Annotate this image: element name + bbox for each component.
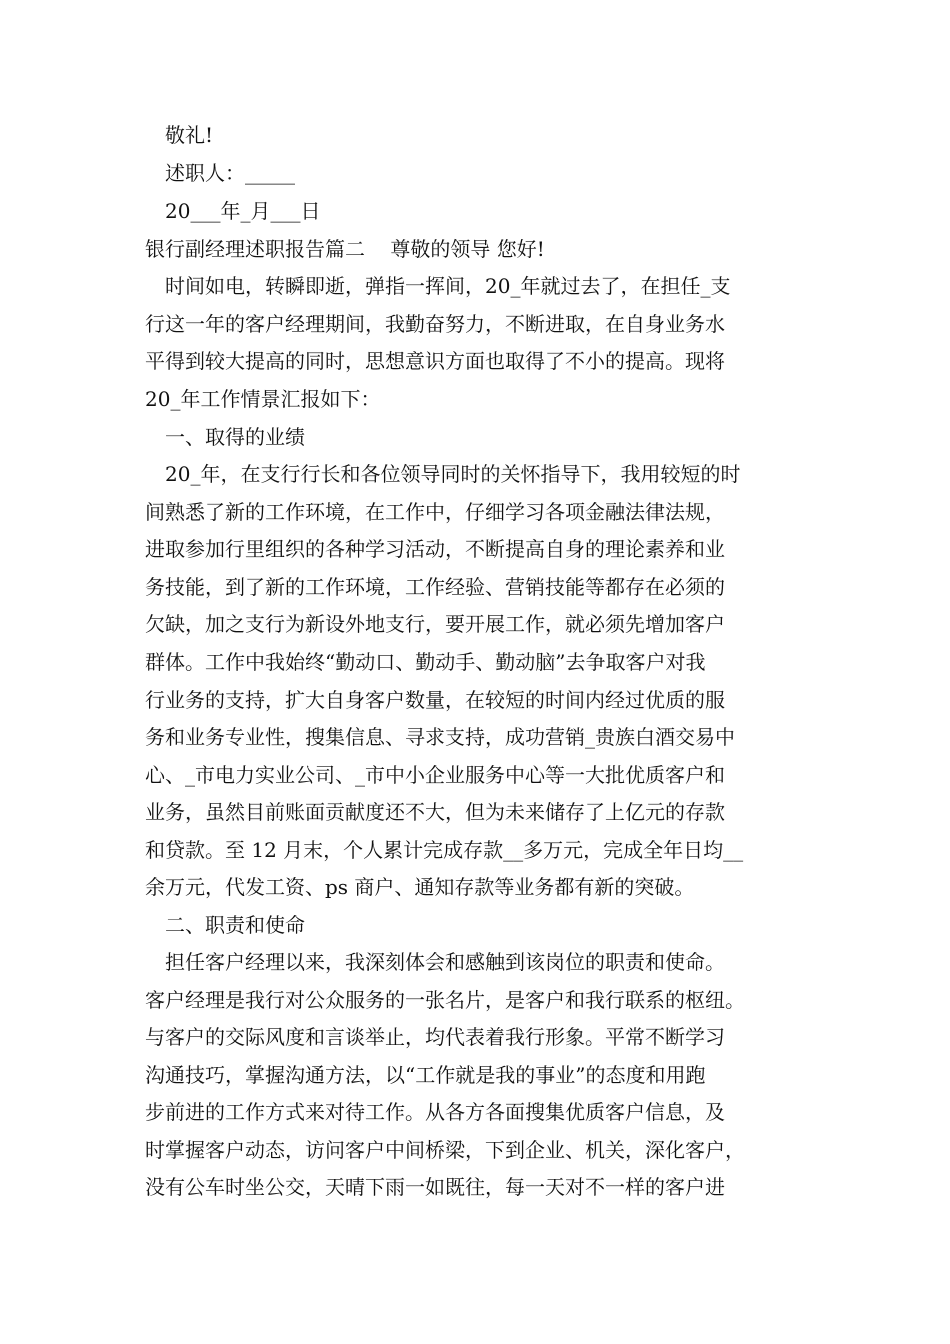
paragraph-line: 担任客户经理以来，我深刻体会和感触到该岗位的职责和使命。	[165, 950, 725, 974]
paragraph-line: 务和业务专业性，搜集信息、寻求支持，成功营销_贵族白酒交易中	[145, 725, 735, 749]
heading-achievements: 一、取得的业绩	[165, 425, 305, 449]
paragraph-line: 时掌握客户动态，访问客户中间桥梁，下到企业、机关，深化客户，	[145, 1138, 745, 1162]
paragraph-line: 心、_市电力实业公司、_市中小企业服务中心等一大批优质客户和	[145, 763, 725, 787]
paragraph-line: 时间如电，转瞬即逝，弹指一挥间，20_年就过去了，在担任_支	[165, 274, 731, 298]
paragraph-line: 客户经理是我行对公众服务的一张名片，是客户和我行联系的枢纽。	[145, 988, 745, 1012]
paragraph-line: 沟通技巧，掌握沟通方法，以“工作就是我的事业”的态度和用跑	[145, 1063, 706, 1087]
paragraph-line: 余万元，代发工资、ps 商户、通知存款等业务都有新的突破。	[145, 875, 695, 899]
paragraph-line: 欠缺，加之支行为新设外地支行，要开展工作，就必须先增加客户	[145, 612, 725, 636]
paragraph-line: 务技能，到了新的工作环境，工作经验、营销技能等都存在必须的	[145, 575, 725, 599]
signature-line: 述职人：_____	[165, 161, 295, 185]
paragraph-line: 步前进的工作方式来对待工作。从各方各面搜集优质客户信息，及	[145, 1100, 725, 1124]
paragraph-line: 间熟悉了新的工作环境，在工作中，仔细学习各项金融法律法规，	[145, 500, 725, 524]
heading-duties: 二、职责和使命	[165, 913, 305, 937]
date-line: 20___年_月___日	[165, 199, 321, 223]
paragraph-line: 行业务的支持，扩大自身客户数量，在较短的时间内经过优质的服	[145, 688, 725, 712]
paragraph-line: 和贷款。至 12 月末，个人累计完成存款__多万元，完成全年日均__	[145, 838, 744, 862]
paragraph-line: 20_年工作情景汇报如下：	[145, 387, 381, 411]
closing-salutation: 敬礼!	[165, 123, 214, 147]
paragraph-line: 20_年，在支行行长和各位领导同时的关怀指导下，我用较短的时	[165, 462, 741, 486]
paragraph-line: 行这一年的客户经理期间，我勤奋努力，不断进取，在自身业务水	[145, 312, 725, 336]
paragraph-line: 没有公车时坐公交，天晴下雨一如既往，每一天对不一样的客户进	[145, 1175, 725, 1199]
section-title: 银行副经理述职报告篇二 尊敬的领导 您好!	[145, 237, 545, 261]
paragraph-line: 群体。工作中我始终“勤动口、勤动手、勤动脑”去争取客户对我	[145, 650, 706, 674]
paragraph-line: 与客户的交际风度和言谈举止，均代表着我行形象。平常不断学习	[145, 1025, 725, 1049]
paragraph-line: 平得到较大提高的同时，思想意识方面也取得了不小的提高。现将	[145, 349, 725, 373]
paragraph-line: 进取参加行里组织的各种学习活动，不断提高自身的理论素养和业	[145, 537, 725, 561]
paragraph-line: 业务，虽然目前账面贡献度还不大，但为未来储存了上亿元的存款	[145, 800, 725, 824]
